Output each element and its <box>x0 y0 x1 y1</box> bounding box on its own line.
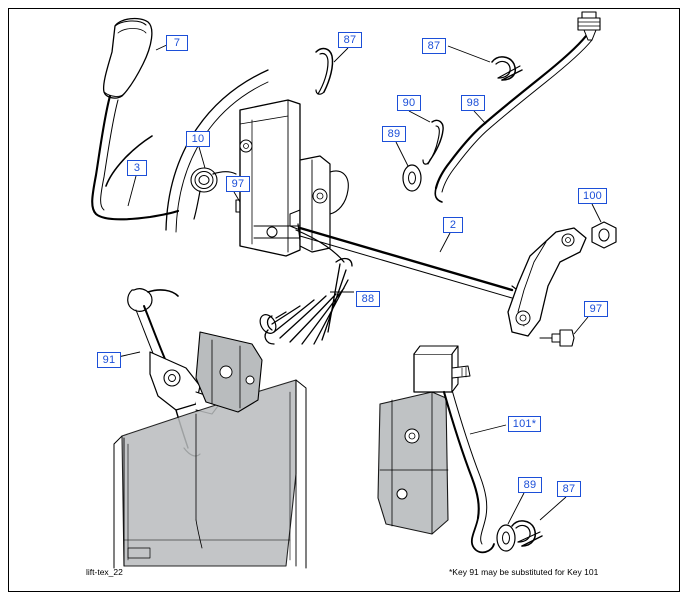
callout-91[interactable] <box>97 352 121 368</box>
callout-87-bottom[interactable] <box>557 481 581 497</box>
callout-87-top[interactable] <box>338 32 362 48</box>
callout-label: 101* <box>512 418 537 430</box>
callout-10[interactable] <box>186 131 210 147</box>
callout-label: 10 <box>191 133 205 145</box>
callout-label: 87 <box>427 40 441 52</box>
callout-89-upper[interactable] <box>382 126 406 142</box>
plunger-97-right <box>540 330 574 346</box>
callout-87-right[interactable] <box>422 38 446 54</box>
callout-label: 91 <box>102 354 116 366</box>
diagram-code-label: lift-tex_22 <box>86 567 123 577</box>
clip-90 <box>423 120 443 164</box>
callout-label: 97 <box>231 178 245 190</box>
hairpin-clip-87-bottom <box>512 521 542 546</box>
callout-label: 97 <box>589 303 603 315</box>
callout-101[interactable] <box>508 416 541 432</box>
callout-3[interactable] <box>127 160 147 176</box>
callout-label: 89 <box>387 128 401 140</box>
washer-89-upper <box>403 165 421 191</box>
lift-rod-2 <box>298 224 520 300</box>
deck-panel-left <box>122 380 296 566</box>
diagram-footnote: *Key 91 may be substituted for Key 101 <box>449 567 599 577</box>
callout-97-left[interactable] <box>226 176 250 192</box>
callout-88[interactable] <box>356 291 380 307</box>
callout-90[interactable] <box>397 95 421 111</box>
nut-100 <box>592 222 616 248</box>
callout-100[interactable] <box>578 188 607 204</box>
rod-98 <box>435 12 600 202</box>
bracket-ear-left <box>196 332 262 412</box>
callout-label: 89 <box>523 479 537 491</box>
callout-label: 7 <box>173 37 181 49</box>
callout-label: 2 <box>449 219 457 231</box>
callout-7[interactable] <box>166 35 188 51</box>
callout-label: 88 <box>361 293 375 305</box>
callout-label: 100 <box>583 190 602 202</box>
callout-89-lower[interactable] <box>518 477 542 493</box>
callout-label: 87 <box>562 483 576 495</box>
callout-2[interactable] <box>443 217 463 233</box>
lift-handle-grip <box>104 19 152 99</box>
callout-label: 98 <box>466 97 480 109</box>
callout-97-right[interactable] <box>584 301 608 317</box>
callout-label: 87 <box>343 34 357 46</box>
hairpin-clip-87-top <box>316 49 333 95</box>
hairpin-clip-87-right <box>492 57 522 80</box>
callout-label: 90 <box>402 97 416 109</box>
washer-89-lower <box>497 525 515 551</box>
callout-98[interactable] <box>461 95 485 111</box>
callout-label: 3 <box>133 162 141 174</box>
pivot-bracket-right <box>508 228 586 336</box>
deck-panel-right <box>378 392 448 534</box>
